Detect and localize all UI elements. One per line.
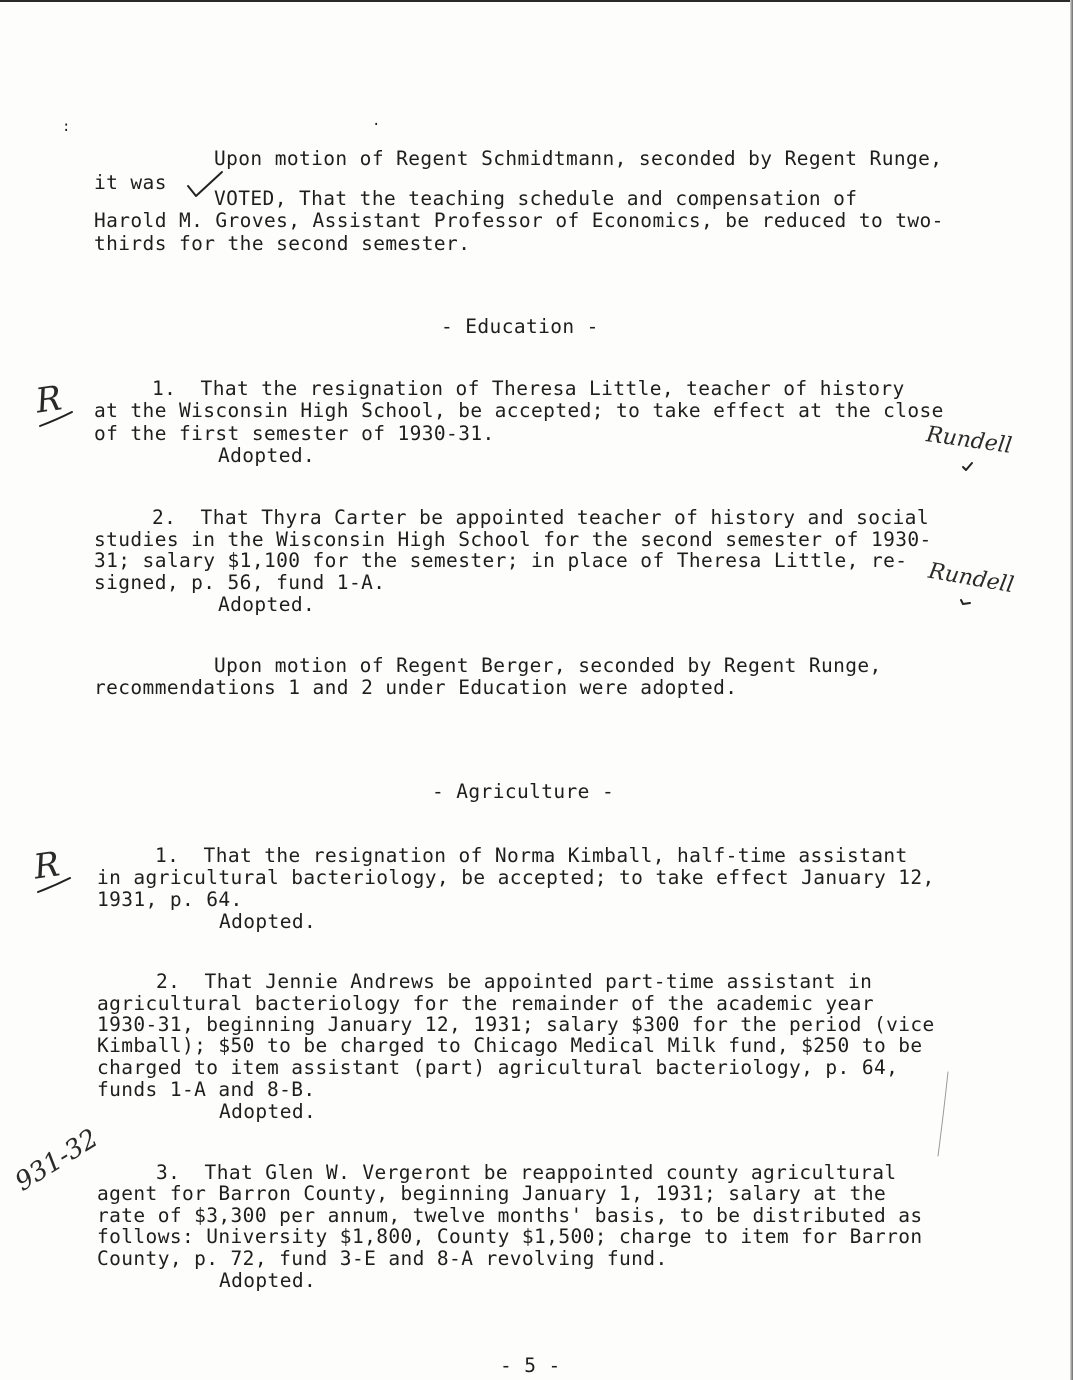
agr-item3-line-2: agent for Barron County, beginning January 1, 1931; salary at the bbox=[97, 1182, 887, 1205]
agr-item2-line-3: 1930-31, beginning January 12, 1931; salary $300 for the period (vice bbox=[97, 1013, 935, 1036]
margin-pencil-line bbox=[934, 1070, 954, 1160]
r-mark-education: R bbox=[33, 378, 65, 422]
edu-item2-line-3: 31; salary $1,100 for the semester; in place of Theresa Little, re- bbox=[94, 549, 908, 572]
edu-item2-line-4: signed, p. 56, fund 1-A. bbox=[94, 571, 386, 594]
agr-item1-line-1: 1. That the resignation of Norma Kimball, half-time assistant bbox=[155, 844, 908, 867]
agr-item1-line-2: in agricultural bacteriology, be accepted; to take effect January 12, bbox=[97, 866, 935, 889]
tick-icon-2 bbox=[960, 598, 972, 606]
agr-item3-status: Adopted. bbox=[219, 1269, 317, 1292]
intro-line-4: Harold M. Groves, Assistant Professor of Economics, be reduced to two- bbox=[94, 209, 944, 232]
agr-item2-line-5: charged to item assistant (part) agricultural bacteriology, p. 64, bbox=[97, 1056, 899, 1079]
edu-item1-line-3: of the first semester of 1930-31. bbox=[94, 422, 495, 445]
edu-motion-line-2: recommendations 1 and 2 under Education were adopted. bbox=[94, 676, 738, 699]
edu-item2-status: Adopted. bbox=[218, 593, 316, 616]
agr-item1-line-3: 1931, p. 64. bbox=[97, 888, 243, 911]
rundell-signature-1: Rundell bbox=[924, 422, 1014, 459]
edu-item1-line-1: 1. That the resignation of Theresa Little, teacher of history bbox=[152, 377, 905, 400]
agr-item1-status: Adopted. bbox=[219, 910, 317, 933]
agr-item2-line-6: funds 1-A and 8-B. bbox=[97, 1078, 316, 1101]
intro-line-2: it was bbox=[94, 171, 167, 194]
agriculture-heading: - Agriculture - bbox=[432, 780, 615, 803]
agr-item2-line-4: Kimball); $50 to be charged to Chicago Medical Milk fund, $250 to be bbox=[97, 1034, 923, 1057]
edu-item1-status: Adopted. bbox=[218, 444, 316, 467]
r-mark-underline-icon-2 bbox=[36, 876, 76, 896]
agr-item3-line-4: follows: University $1,800, County $1,500; charge to item for Barron bbox=[97, 1225, 923, 1248]
edu-item2-line-2: studies in the Wisconsin High School for the second semester of 1930- bbox=[94, 528, 932, 551]
agr-item2-line-1: 2. That Jennie Andrews be appointed part-time assistant in bbox=[156, 970, 873, 993]
r-mark-underline-icon bbox=[38, 410, 78, 430]
intro-line-5: thirds for the second semester. bbox=[94, 232, 471, 255]
edu-item2-line-1: 2. That Thyra Carter be appointed teacher of history and social bbox=[152, 506, 929, 529]
stray-colon-mark: : bbox=[62, 119, 71, 135]
rundell-signature-2: Rundell bbox=[926, 558, 1016, 599]
education-heading: - Education - bbox=[441, 315, 599, 338]
agr-item3-line-1: 3. That Glen W. Vergeront be reappointed county agricultural bbox=[156, 1161, 897, 1184]
year-note-931-32: 931-32 bbox=[10, 1123, 104, 1198]
page-top-edge bbox=[0, 0, 1073, 2]
agr-item2-line-2: agricultural bacteriology for the remainder of the academic year bbox=[97, 992, 874, 1015]
intro-line-1: Upon motion of Regent Schmidtmann, seconded by Regent Runge, bbox=[214, 147, 943, 170]
agr-item3-line-3: rate of $3,300 per annum, twelve months' basis, to be distributed as bbox=[97, 1204, 923, 1227]
agr-item3-line-5: County, p. 72, fund 3-E and 8-A revolving fund. bbox=[97, 1247, 668, 1270]
edu-motion-line-1: Upon motion of Regent Berger, seconded by Regent Runge, bbox=[214, 654, 882, 677]
page-number: - 5 - bbox=[500, 1354, 561, 1377]
tick-icon bbox=[962, 462, 974, 472]
stray-dot-mark: · bbox=[372, 117, 381, 133]
r-mark-agriculture: R bbox=[31, 844, 63, 888]
edu-item1-line-2: at the Wisconsin High School, be accepted; to take effect at the close bbox=[94, 399, 944, 422]
agr-item2-status: Adopted. bbox=[219, 1100, 317, 1123]
intro-line-3: VOTED, That the teaching schedule and compensation of bbox=[214, 187, 858, 210]
